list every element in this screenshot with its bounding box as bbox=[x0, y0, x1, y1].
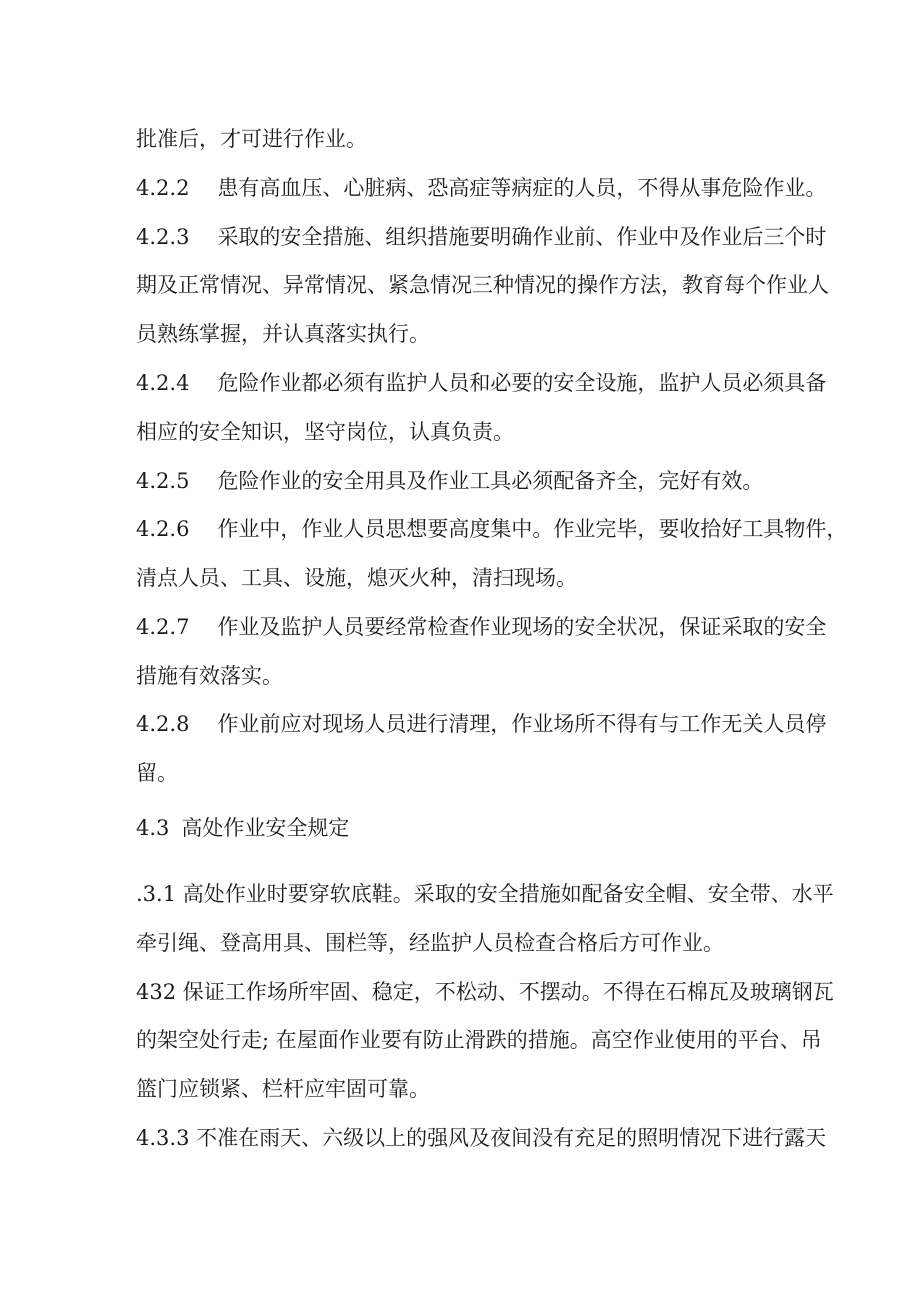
paragraph-line: .3.1 高处作业时要穿软底鞋。采取的安全措施如配备安全帽、安全带、水平 bbox=[136, 882, 834, 906]
clause-text: 患有高血压、心脏病、恐高症等病症的人员，不得从事危险作业。 bbox=[217, 176, 827, 200]
paragraph-line: 牵引绳、登高用具、围栏等，经监护人员检查合格后方可作业。 bbox=[136, 931, 724, 955]
clause-4-2-4 bbox=[136, 373, 826, 394]
section-title: 高处作业安全规定 bbox=[181, 816, 350, 840]
clause-number: 4.2.2 bbox=[136, 176, 190, 200]
clause-number: 4.2.4 bbox=[136, 371, 190, 395]
clause-4-2-6 bbox=[136, 519, 847, 540]
paragraph-line: 批准后，才可进行作业。 bbox=[136, 127, 367, 151]
paragraph-line: 员熟练掌握，并认真落实执行。 bbox=[136, 322, 430, 346]
clause-number: 4.2.5 bbox=[136, 469, 190, 493]
paragraph-line: 措施有效落实。 bbox=[136, 664, 283, 688]
clause-number: 4.2.6 bbox=[136, 517, 190, 541]
clause-4-2-7 bbox=[136, 617, 826, 638]
clause-number: 4.2.3 bbox=[136, 225, 190, 249]
section-heading-4-3 bbox=[136, 818, 349, 839]
clause-4-2-2 bbox=[136, 178, 826, 199]
paragraph-line: 4.3.3 不准在雨天、六级以上的强风及夜间没有充足的照明情况下进行露天 bbox=[136, 1126, 827, 1150]
clause-number: 4.2.8 bbox=[136, 712, 190, 736]
clause-4-2-8 bbox=[136, 714, 826, 735]
paragraph-line: 篮门应锁紧、栏杆应牢固可靠。 bbox=[136, 1077, 430, 1101]
paragraph-line: 相应的安全知识，坚守岗位，认真负责。 bbox=[136, 420, 514, 444]
section-number: 4.3 bbox=[136, 816, 170, 840]
clause-4-2-3 bbox=[136, 227, 826, 248]
clause-text: 危险作业都必须有监护人员和必要的安全设施，监护人员必须具备 bbox=[217, 371, 827, 395]
clause-4-2-5 bbox=[136, 471, 763, 492]
paragraph-line: 432 保证工作场所牢固、稳定，不松动、不摆动。不得在石棉瓦及玻璃钢瓦 bbox=[136, 980, 834, 1004]
paragraph-line: 留。 bbox=[136, 761, 178, 785]
clause-text: 作业中，作业人员思想要高度集中。作业完毕，要收拾好工具物件， bbox=[217, 517, 848, 541]
paragraph-line: 的架空处行走; 在屋面作业要有防止滑跌的措施。高空作业使用的平台、吊 bbox=[136, 1028, 822, 1052]
clause-text: 作业前应对现场人员进行清理，作业场所不得有与工作无关人员停 bbox=[217, 712, 827, 736]
clause-text: 作业及监护人员要经常检查作业现场的安全状况，保证采取的安全 bbox=[217, 615, 827, 639]
paragraph-line: 期及正常情况、异常情况、紧急情况三种情况的操作方法，教育每个作业人 bbox=[136, 273, 829, 297]
clause-text: 采取的安全措施、组织措施要明确作业前、作业中及作业后三个时 bbox=[217, 225, 827, 249]
clause-text: 危险作业的安全用具及作业工具必须配备齐全，完好有效。 bbox=[217, 469, 764, 493]
paragraph-line: 清点人员、工具、设施，熄灭火种，清扫现场。 bbox=[136, 566, 577, 590]
clause-number: 4.2.7 bbox=[136, 615, 190, 639]
